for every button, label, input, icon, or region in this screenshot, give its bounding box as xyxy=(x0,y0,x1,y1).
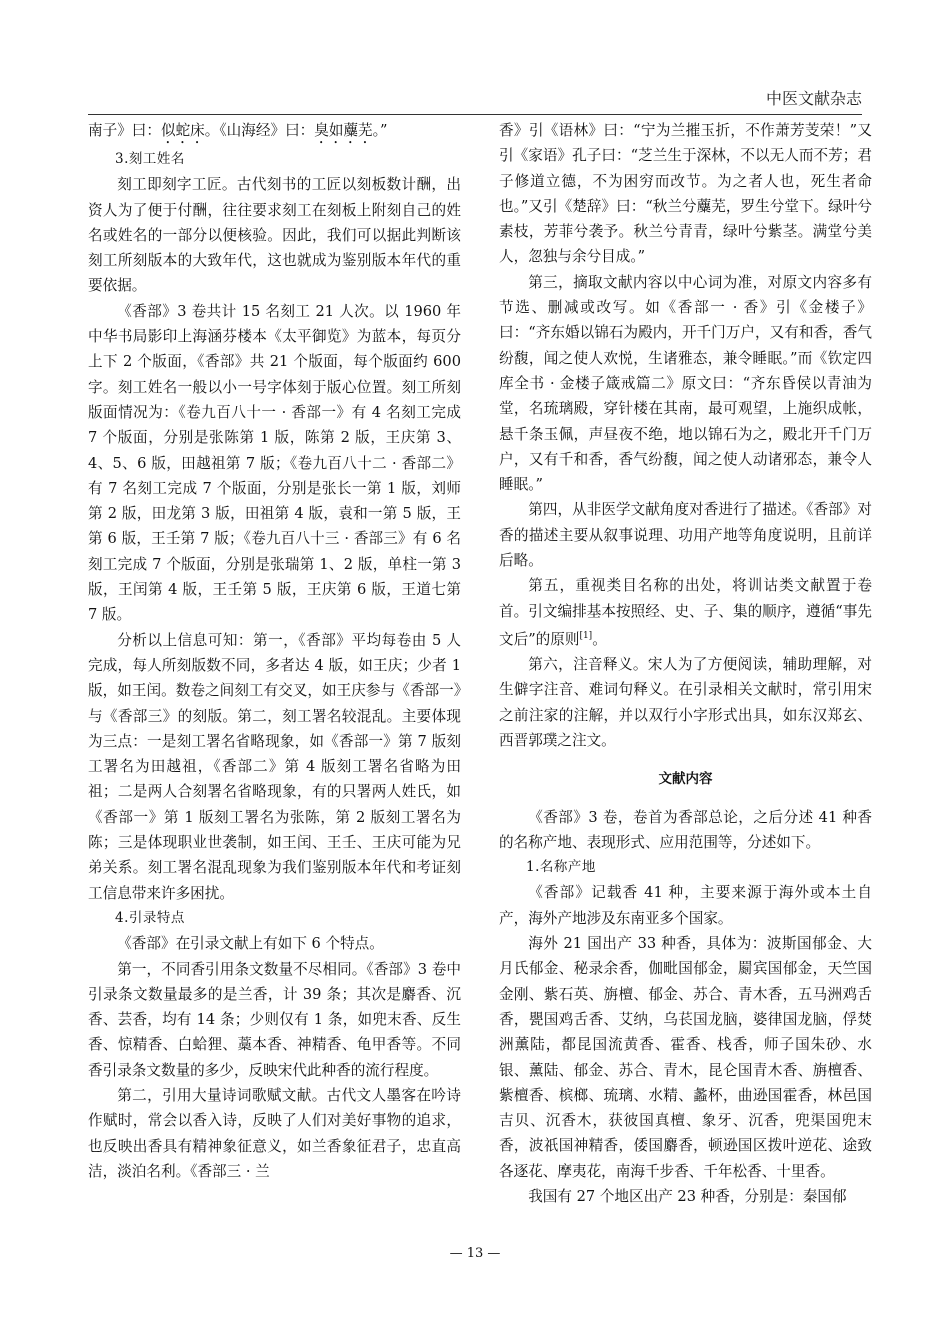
right-column xyxy=(499,118,872,1209)
paragraph: 第四，从非医学文献角度对香进行了描述。《香部》对香的描述主要从叙事说理、功用产地等角度说明，且前详后略。 xyxy=(499,501,872,570)
paragraph: 《香部》记载香 41 种，主要来源于海外或本土自产，海外产地涉及东南亚多个国家。 xyxy=(499,884,872,927)
left-column xyxy=(88,118,461,1184)
paragraph: 第五，重视类目名称的出处，将训诂类文献置于卷首。引文编排基本按照经、史、子、集的顺序，遵循“事先文后”的原则[1]。 xyxy=(499,577,872,648)
paragraph: 我国有 27 个地区出产 23 种香，分别是：秦国郁 xyxy=(528,1188,847,1206)
paragraph: 第六，注音释义。宋人为了方便阅读，辅助理解，对生僻字注音、难词句释义。在引录相关文献时，常引用宋之前注家的注解，并以双行小字形式出具，如东汉郑玄、西晋郭璞之注文。 xyxy=(499,656,872,749)
paragraph: 海外 21 国出产 33 种香，具体为：波斯国郁金、大月氏郁金、秘录余香，伽毗国郁金，罽宾国郁金，天竺国金刚、紫石英、旃檀、郁金、苏合、青木香，五马洲鸡舌香，甖国鸡舌香、艾纳，乌苌国龙脑，婆律国龙脑，俘焚洲薰陆，都昆国流黄香、霍香、栈香，师子国朱砂、水银、薰陆、郁金、苏合、青木，昆仑国青木香、旃檀香、紫檀香、槟榔、琉璃、水精、蠡杯，曲逊国霍香，林邑国吉贝、沉香木，获彼国真檀、象牙、沉香，兜渠国兜末香，波祇国神精香，倭国麝香，顿逊国区拨叶逆花、途致各逐花、摩夷花，南海千步香、千年松香、十里香。 xyxy=(499,935,872,1180)
subheading-citation: 4.引录特点 xyxy=(115,909,185,926)
subheading-origin: 1.名称产地 xyxy=(526,859,596,876)
page-number: — 13 — xyxy=(449,1246,501,1261)
paragraph: 《香部》3 卷，卷首为香部总论，之后分述 41 种香的名称产地、表现形式、应用范围等，分述如下。 xyxy=(499,808,872,851)
paragraph: 《香部》在引录文献上有如下 6 个特点。 xyxy=(117,935,384,953)
paragraph-continuation: 南子》曰：似蛇床。《山海经》曰：臭如蘪芜。” xyxy=(88,122,388,139)
journal-title: 中医文献杂志 xyxy=(765,89,862,108)
section-heading: 文献内容 xyxy=(658,771,713,788)
paragraph: 《香部》3 卷共计 15 名刻工 21 人次。以 1960 年中华书局影印上海涵芬楼本《太平御览》为蓝本，每页分上下 2 个版面，《香部》共 21 个版面，每个版面约 600 字。刻工姓名一般以小一号字体刻于版心位置。刻工所刻版面情况为：《卷九百八十一 · 香部一》有 4 名刻工完成 7 个版面，分别是张陈第 1 版，陈第 2 版，王庆第 3、4、5、6 版，田越祖第 7 版；《卷九百八十二 · 香部二》有 7 名刻工完成 7 个版面，分别是张长一第 1 版，刘师第 2 版，田龙第 3 版，田祖第 4 版，袁和一第 5 版，王第 6 版，王壬第 7 版；《卷九百八十三 · 香部三》有 6 名刻工完成 7 个版面，分别是张瑞第 1、2 版，单柱一第 3 版，王闰第 4 版，王壬第 5 版，王庆第 6 版，王道七第 7 版。 xyxy=(88,302,461,624)
reference-marker: [1] xyxy=(579,630,593,641)
paragraph: 刻工即刻字工匠。古代刻书的工匠以刻板数计酬，出资人为了便于付酬，往往要求刻工在刻板上附刻自己的姓名或姓名的一部分以便核验。因此，我们可以据此判断该刻工所刻版本的大致年代，这也就成为鉴别版本年代的重要依据。 xyxy=(88,176,461,295)
paragraph: 第二，引用大量诗词歌赋文献。古代文人墨客在吟诗作赋时，常会以香入诗，反映了人们对美好事物的追求，也反映出香具有精神象征意义，如兰香象征君子，忠直高洁，淡泊名利。《香部三 · 兰 xyxy=(88,1086,461,1180)
header-rule xyxy=(88,114,862,115)
paragraph-continuation: 香》引《语林》曰：“宁为兰摧玉折，不作萧芳芰荣！”又引《家语》孔子曰：“芝兰生于深林，不以无人而不芳；君子修道立德，不为困穷而改节。为之者人也，死生者命也。”又引《楚辞》曰：“秋兰兮蘪芜，罗生兮堂下。绿叶兮素枝，芳菲兮袭予。秋兰兮青青，绿叶兮紫茎。满堂兮美人，忽独与余兮目成。” xyxy=(499,122,872,266)
paragraph: 第三，摘取文献内容以中心词为准，对原文内容多有节选、删减或改写。如《香部一 · 香》引《金楼子》曰：“齐东婚以锦石为殿内，开千门万户，又有和香，香气纷馥，闻之使人欢悦，生诸雅态，兼令睡眠。”而《钦定四库全书 · 金楼子箴戒篇二》原文曰：“齐东昏侯以青油为堂，名琉璃殿，穿针楼在其南，最可观望，上施织成帐，悬千条玉佩，声昼夜不绝，地以锦石为之，殿北开千门万户，又有千和香，香气纷馥，闻之使人动诸邪态，兼令人睡眠。” xyxy=(499,273,872,494)
paragraph: 第一，不同香引用条文数量不尽相同。《香部》3 卷中引录条文数量最多的是兰香，计 39 条；其次是麝香、沉香、芸香，均有 14 条；少则仅有 1 条，如兜末香、反生香、惊精香、白蛤狸、藁本香、神精香、龟甲香等。不同香引录条文数量的多少，反映宋代此种香的流行程度。 xyxy=(88,960,461,1079)
paragraph: 分析以上信息可知：第一，《香部》平均每卷由 5 人完成，每人所刻版数不同，多者达 4 版，如王庆；少者 1 版，如王闰。数卷之间刻工有交叉，如王庆参与《香部一》与《香部三》的刻版。第二，刻工署名较混乱。主要体现为三点：一是刻工署名省略现象，如《香部一》第 7 版刻工署名为田越祖，《香部二》第 4 版刻工署名省略为田祖；二是两人合刻署名省略现象，有的只署两人姓氏，如《香部一》第 1 版刻工署名为张陈，第 2 版刻工署名为陈；三是体现职业世袭制，如王闰、王壬、王庆可能为兄弟关系。刻工署名混乱现象为我们鉴别版本年代和考证刻工信息带来许多困扰。 xyxy=(88,631,461,902)
subheading-engravers: 3.刻工姓名 xyxy=(115,151,185,167)
